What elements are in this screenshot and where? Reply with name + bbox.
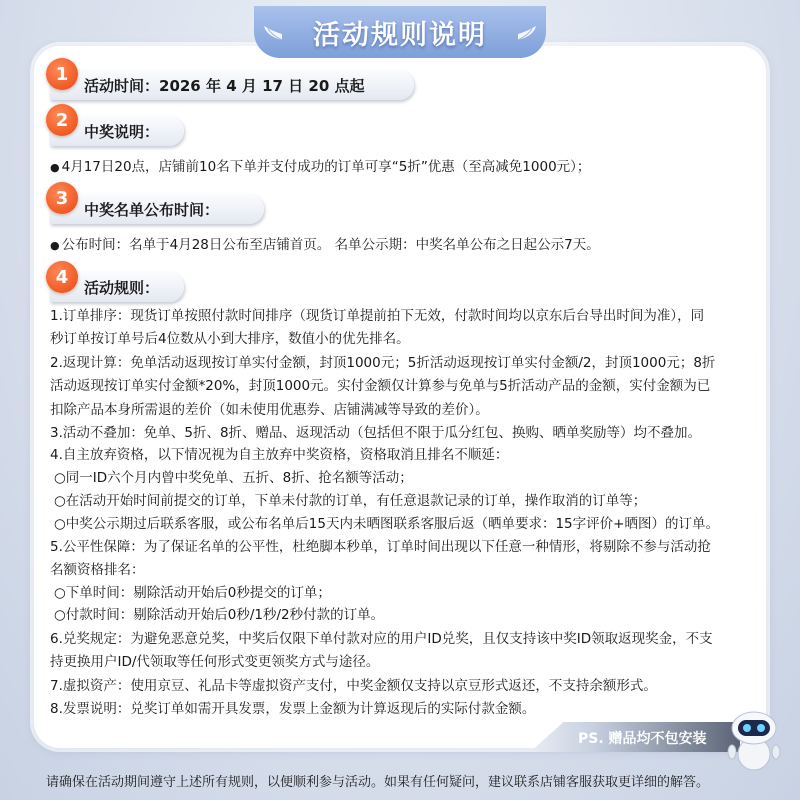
- rule-line: 3.活动不叠加：免单、5折、8折、赠品、返现活动（包括但不限于瓜分红包、换购、晒单奖励等）均不叠加。: [50, 425, 702, 441]
- robot-icon: [724, 708, 784, 774]
- section-winner-publish: 中奖名单公布时间：: [50, 194, 264, 224]
- section-activity-time: 活动时间：2026 年 4 月 17 日 20 点起: [50, 70, 414, 100]
- rule-line: ○同一ID六个月内曾中奖免单、五折、8折、抢名额等活动；: [54, 470, 413, 486]
- prize-description: ● 4月17日20点，店铺前10名下单并支付成功的订单可享“5折”优惠（至高减免1000元）；: [50, 158, 590, 177]
- rule-line: 2.返现计算：免单活动返现按订单实付金额，封顶1000元；5折活动返现按订单实付金额/2，封顶1000元；8折: [50, 355, 716, 371]
- title-banner: [254, 6, 546, 58]
- wing-icon: [516, 24, 538, 42]
- rule-line: 6.兑奖规定：为避免恶意兑奖，中奖后仅限下单付款对应的用户ID兑奖，且仅支持该中奖ID领取返现奖金，不支: [50, 631, 713, 647]
- rule-line: 活动返现按订单实付金额*20%，封顶1000元。实付金额仅计算参与免单与5折活动产品的金额，实付金额为已: [50, 378, 711, 394]
- rule-line: 持更换用户ID/代领取等任何形式变更领奖方式与途径。: [50, 654, 380, 670]
- ps-note: PS. 赠品均不包安装: [578, 731, 707, 747]
- rule-line: 扣除产品本身所需退的差价（如未使用优惠券、店铺满减等导致的差价）。: [50, 402, 489, 418]
- rule-line: ○下单时间：剔除活动开始后0秒提交的订单；: [54, 585, 331, 601]
- rule-line: 4.自主放弃资格，以下情况视为自主放弃中奖资格，资格取消且排名不顺延：: [50, 447, 509, 463]
- section-number-badge: 4: [46, 261, 78, 293]
- publish-description: ● 公布时间：名单于4月28日公布至店铺首页。 名单公示期：中奖名单公布之日起公示7天。: [50, 236, 600, 255]
- section-number-badge: 3: [46, 182, 78, 214]
- rule-line: 名额资格排名：: [50, 562, 145, 578]
- footer-note: 请确保在活动期间遵守上述所有规则，以便顺利参与活动。如果有任何疑问，建议联系店铺客服获取更详细的解答。: [46, 775, 710, 790]
- page-title: 活动规则说明: [313, 19, 487, 51]
- rule-line: 1.订单排序：现货订单按照付款时间排序（现货订单提前拍下无效，付款时间均以京东后台导出时间为准），同: [50, 308, 705, 324]
- rule-line: 8.发票说明：兑奖订单如需开具发票，发票上金额为计算返现后的实际付款金额。: [50, 701, 536, 717]
- rule-line: ○付款时间：剔除活动开始后0秒/1秒/2秒付款的订单。: [54, 607, 385, 623]
- rule-line: 5.公平性保障：为了保证名单的公平性，杜绝脚本秒单，订单时间出现以下任意一种情形，将剔除不参与活动抢: [50, 539, 711, 555]
- section-prize-info: 中奖说明：: [50, 116, 184, 146]
- section-number-badge: 2: [46, 104, 78, 136]
- rule-line: ○在活动开始时间前提交的订单，下单未付款的订单，有任意退款记录的订单，操作取消的订单等；: [54, 493, 647, 509]
- section-number-badge: 1: [46, 58, 78, 90]
- section-activity-rules: 活动规则：: [50, 272, 184, 302]
- wing-icon: [262, 24, 284, 42]
- rule-line: 秒订单按订单号后4位数从小到大排序，数值小的优先排名。: [50, 331, 410, 347]
- rule-line: 7.虚拟资产：使用京豆、礼品卡等虚拟资产支付，中奖金额仅支持以京豆形式返还，不支持余额形式。: [50, 678, 657, 694]
- rule-line: ○中奖公示期过后联系客服，或公布名单后15天内未晒图联系客服后返（晒单要求：15字评价+晒图）的订单。: [54, 516, 719, 532]
